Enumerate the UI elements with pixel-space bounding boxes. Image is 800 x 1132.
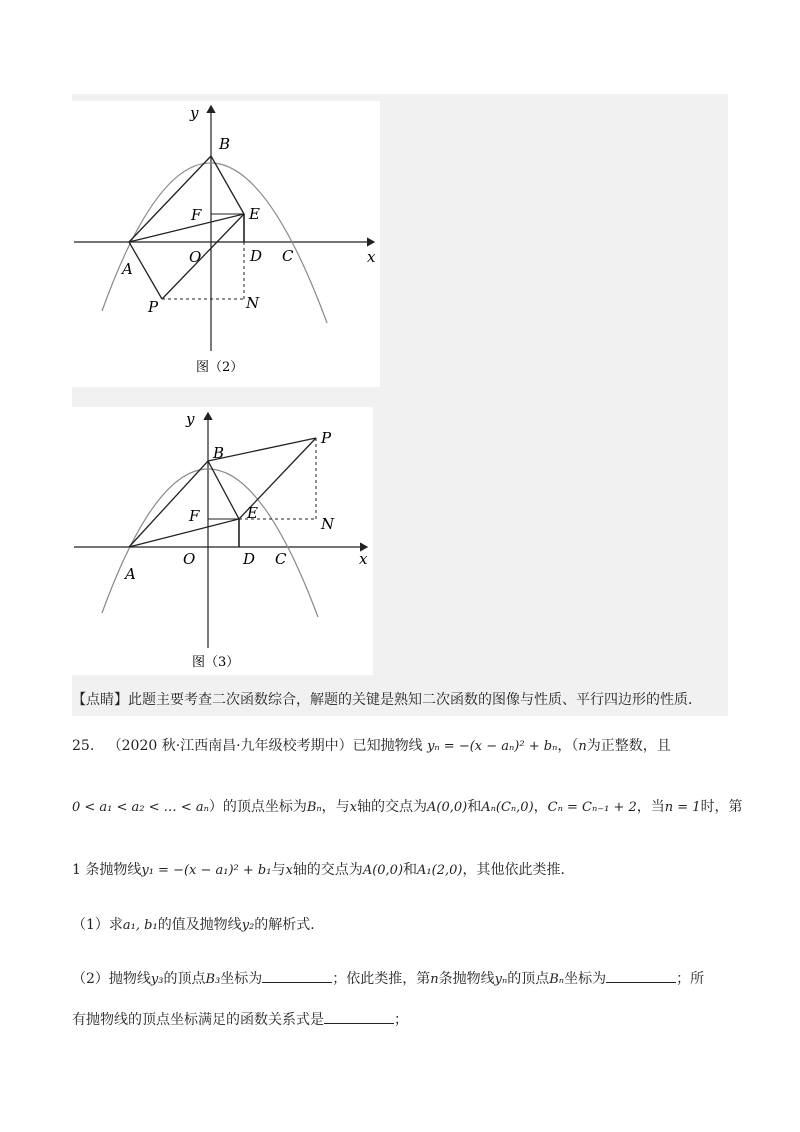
label-F: F bbox=[189, 507, 200, 525]
label-O: O bbox=[183, 550, 196, 568]
label-x: x bbox=[367, 248, 376, 266]
question-2: （2）抛物线y₃的顶点B₃坐标为 ；依此类推，第n条抛物线yₙ的顶点Bₙ坐标为 ；所 bbox=[72, 968, 704, 990]
label-D: D bbox=[250, 247, 263, 265]
problem-source: （2020 秋·江西南昌·九年级校考期中） bbox=[107, 738, 353, 754]
figure-2-diagram bbox=[72, 101, 380, 387]
question-2-cont: 有抛物线的顶点坐标满足的函数关系式是 ； bbox=[72, 1009, 408, 1030]
label-F: F bbox=[191, 206, 202, 224]
label-C: C bbox=[282, 247, 294, 265]
question-1: （1）求a₁, b₁的值及抛物线y₂的解析式． bbox=[72, 917, 325, 933]
problem-line-1: 25. （2020 秋·江西南昌·九年级校考期中）已知抛物线 yₙ = −(x − aₙ)² + bₙ，（n为正整数，且 bbox=[72, 738, 671, 754]
label-O: O bbox=[189, 248, 202, 266]
answer-blank-2[interactable] bbox=[606, 968, 676, 983]
label-A: A bbox=[125, 565, 136, 583]
comment-text: 此题主要考查二次函数综合，解题的关键是熟知二次函数的图像与性质、平行四边形的性质． bbox=[128, 692, 702, 708]
label-y: y bbox=[190, 104, 199, 122]
problem-line-3: 1 条抛物线y₁ = −(x − a₁)² + b₁与x轴的交点为A(0,0)和A₁(2,0)，其他依此类推． bbox=[72, 862, 575, 878]
parabola-curve bbox=[102, 163, 327, 323]
comment-tag: 【点睛】 bbox=[72, 692, 128, 708]
figure-3-diagram bbox=[72, 407, 373, 675]
problem-line-2: 0 < a₁ < a₂ < … < aₙ）的顶点坐标为Bₙ，与x轴的交点为A(0,0)和Aₙ(Cₙ,0)，Cₙ = Cₙ₋₁ + 2，当n = 1时，第 bbox=[72, 799, 743, 815]
label-D: D bbox=[243, 550, 256, 568]
figure-3-caption: 图（3） bbox=[192, 655, 240, 670]
label-N: N bbox=[321, 515, 335, 533]
triangle-ABE bbox=[129, 156, 244, 242]
label-N: N bbox=[246, 294, 260, 312]
label-P: P bbox=[148, 298, 159, 316]
label-C: C bbox=[275, 550, 287, 568]
figure-2 bbox=[72, 101, 380, 387]
label-B: B bbox=[213, 444, 225, 462]
parabola-curve bbox=[102, 469, 318, 617]
triangle-ABE bbox=[129, 461, 239, 547]
label-E: E bbox=[249, 205, 260, 223]
label-P: P bbox=[321, 429, 332, 447]
label-E: E bbox=[247, 504, 258, 522]
problem-number: 25. bbox=[72, 738, 95, 754]
label-A: A bbox=[122, 260, 133, 278]
formula-yn: yₙ = −(x − aₙ)² + bₙ bbox=[427, 739, 558, 754]
answer-blank-1[interactable] bbox=[262, 968, 332, 983]
label-B: B bbox=[219, 135, 231, 153]
condition-a: 0 < a₁ < a₂ < … < aₙ bbox=[72, 800, 209, 815]
label-x: x bbox=[359, 550, 368, 568]
formula-y1: y₁ = −(x − a₁)² + b₁ bbox=[141, 863, 272, 878]
answer-blank-3[interactable] bbox=[324, 1009, 394, 1024]
figure-2-caption: 图（2） bbox=[196, 360, 244, 375]
comment-line bbox=[72, 690, 728, 710]
label-y: y bbox=[186, 410, 195, 428]
figure-3 bbox=[72, 407, 373, 675]
